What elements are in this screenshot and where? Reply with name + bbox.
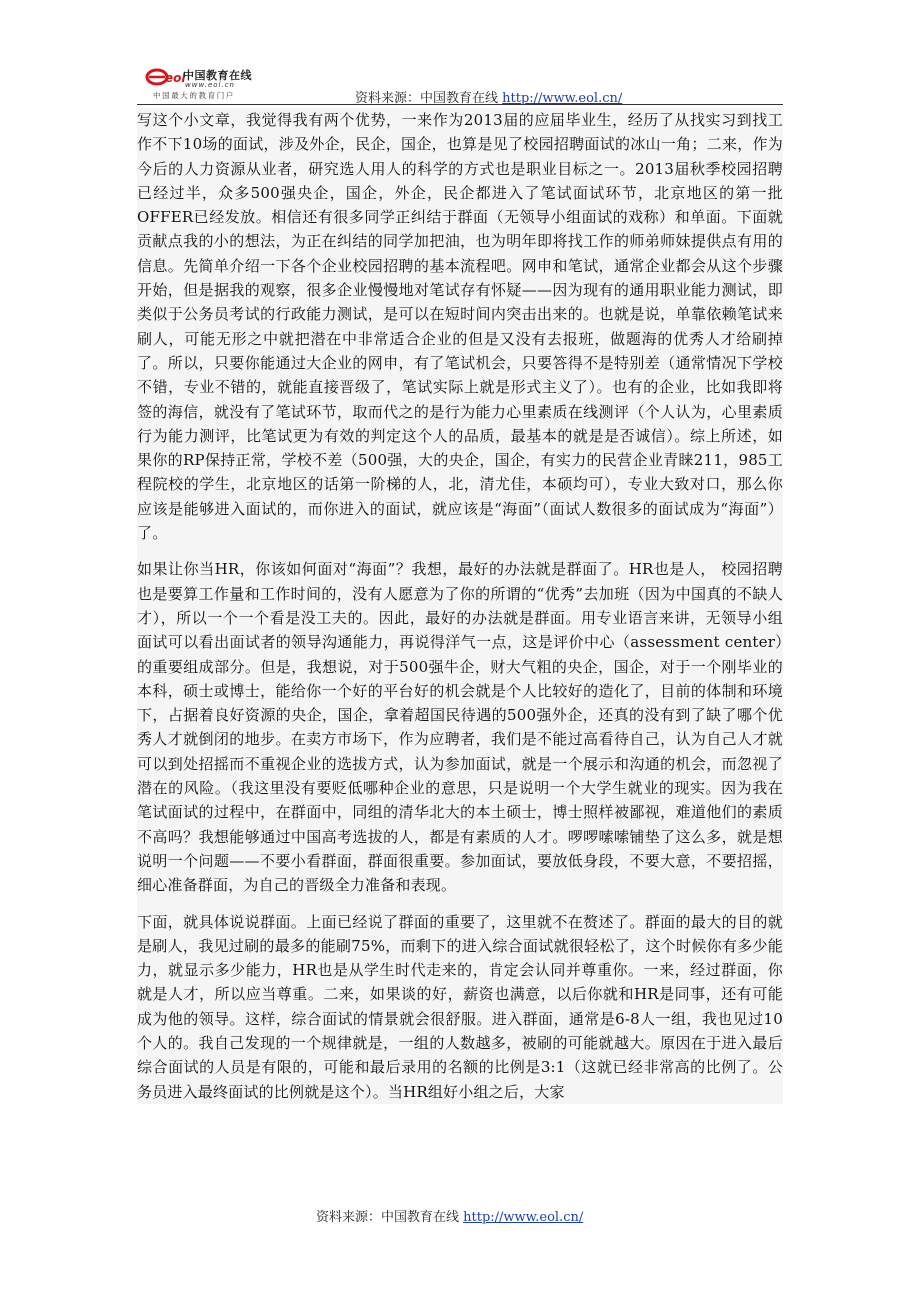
paragraph-3: 下面，就具体说说群面。上面已经说了群面的重要了，这里就不在赘述了。群面的最大的目的就是刷人，我见过刷的最多的能刷75%，而剩下的进入综合面试就很轻松了，这个时候你有多少能力，就显示多少能力，HR也是从学生时代走来的，肯定会认同并尊重你。一来，经过群面，你就是人才，所以应当尊重。二来，如果谈的好，薪资也满意，以后你就和HR是同事，还有可能成为他的领导。这样，综合面试的情景就会很舒服。进入群面，通常是6-8人一组，我也见过10个人的。我自己发现的一个规律就是，一组的人数越多，被刷的可能就越大。原因在于进入最后综合面试的人员是有限的，可能和最后录用的名额的比例是3:1（这就已经非常高的比例了。公务员进入最终面试的比例就是这个）。当HR组好小组之后，大家 xyxy=(137,912,783,1101)
eol-logo-url: www.eol.cn xyxy=(185,81,235,89)
paragraph-2: 如果让你当HR，你该如何面对“海面”？我想，最好的办法就是群面了。HR也是人， 校园招聘也是要算工作量和工作时间的，没有人愿意为了你的所谓的“优秀”去加班（因为中国真的不缺人才），所以一个一个看是没工夫的。因此，最好的办法就是群面。用专业语言来讲，无领导小组面试可以看出面试者的领导沟通能力，再说得洋气一点，这是评价中心（assessment center）的重要组成部分。但是，我想说，对于500强牛企，财大气粗的央企，国企，对于一个刚毕业的本科，硕士或博士，能给你一个好的平台好的机会就是个人比较好的造化了，目前的体制和环境下，占据着良好资源的央企，国企，拿着超国民待遇的500强外企，还真的没有到了缺了哪个优秀人才就倒闭的地步。在卖方市场下，作为应聘者，我们是不能过高看待自己，认为自己人才就可以到处招摇而不重视企业的选拔方式，认为参加面试，就是一个展示和沟通的机会，而忽视了潜在的风险。（我这里没有要贬低哪种企业的意思，只是说明一个大学生就业的现实。因为我在笔试面试的过程中，在群面中，同组的清华北大的本土硕士，博士照样被鄙视，难道他们的素质不高吗？我想能够通过中国高考选拔的人，都是有素质的人才。啰啰嗦嗦铺垫了这么多，就是想说明一个问题——不要小看群面，群面很重要。参加面试，要放低身段，不要大意，不要招摇，细心准备群面，为自己的晋级全力准备和表现。 xyxy=(137,560,783,895)
header-source-label: 资料来源：中国教育在线 xyxy=(355,91,503,106)
header-source-link[interactable]: http://www.eol.cn/ xyxy=(502,91,623,106)
header-source-line xyxy=(355,87,622,106)
article-body xyxy=(137,108,783,1104)
footer-source-link[interactable]: http://www.eol.cn/ xyxy=(463,1210,584,1225)
paragraph-1: 写这个小文章，我觉得我有两个优势，一来作为2013届的应届毕业生，经历了从找实习到找工作不下10场的面试，涉及外企，民企，国企，也算是见了校园招聘面试的冰山一角；二来，作为今后的人力资源从业者，研究选人用人的科学的方式也是职业目标之一。2013届秋季校园招聘已经过半，众多500强央企，国企，外企，民企都进入了笔试面试环节，北京地区的第一批OFFER已经发放。相信还有很多同学正纠结于群面（无领导小组面试的戏称）和单面。下面就贡献点我的小的想法，为正在纠结的同学加把油，也为明年即将找工作的师弟师妹提供点有用的信息。先简单介绍一下各个企业校园招聘的基本流程吧。网申和笔试，通常企业都会从这个步骤开始，但是据我的观察，很多企业慢慢地对笔试存有怀疑——因为现有的通用职业能力测试，即类似于公务员考试的行政能力测试，是可以在短时间内突击出来的。也就是说，单靠依赖笔试来刷人，可能无形之中就把潜在中非常适合企业的但是又没有去报班，做题海的优秀人才给刷掉了。所以，只要你能通过大企业的网申，有了笔试机会，只要答得不是特别差（通常情况下学校不错，专业不错的，就能直接晋级了，笔试实际上就是形式主义了）。也有的企业，比如我即将签的海信，就没有了笔试环节，取而代之的是行为能力心里素质在线测评（个人认为，心里素质行为能力测评，比笔试更为有效的判定这个人的品质，最基本的就是是否诚信）。综上所述，如果你的RP保持正常，学校不差（500强，大的央企，国企，有实力的民营企业青睐211，985工程院校的学生，北京地区的话第一阶梯的人，北，清尤佳，本硕均可），专业大致对口，那么你应该是能够进入面试的，而你进入的面试，就应该是“海面”（面试人数很多的面试成为“海面”）了。 xyxy=(137,111,783,543)
eol-logo-slogan: 中国最大的教育门户 xyxy=(153,91,235,100)
eol-logo-mark-icon xyxy=(145,66,185,88)
page-header xyxy=(137,60,783,105)
eol-logo-name: 中国教育在线 xyxy=(183,69,252,82)
footer-source-label: 资料来源：中国教育在线 xyxy=(316,1210,464,1225)
eol-logo-mark-text: eol xyxy=(165,71,185,85)
eol-logo[interactable] xyxy=(145,66,265,102)
footer-source-line xyxy=(316,1206,583,1225)
